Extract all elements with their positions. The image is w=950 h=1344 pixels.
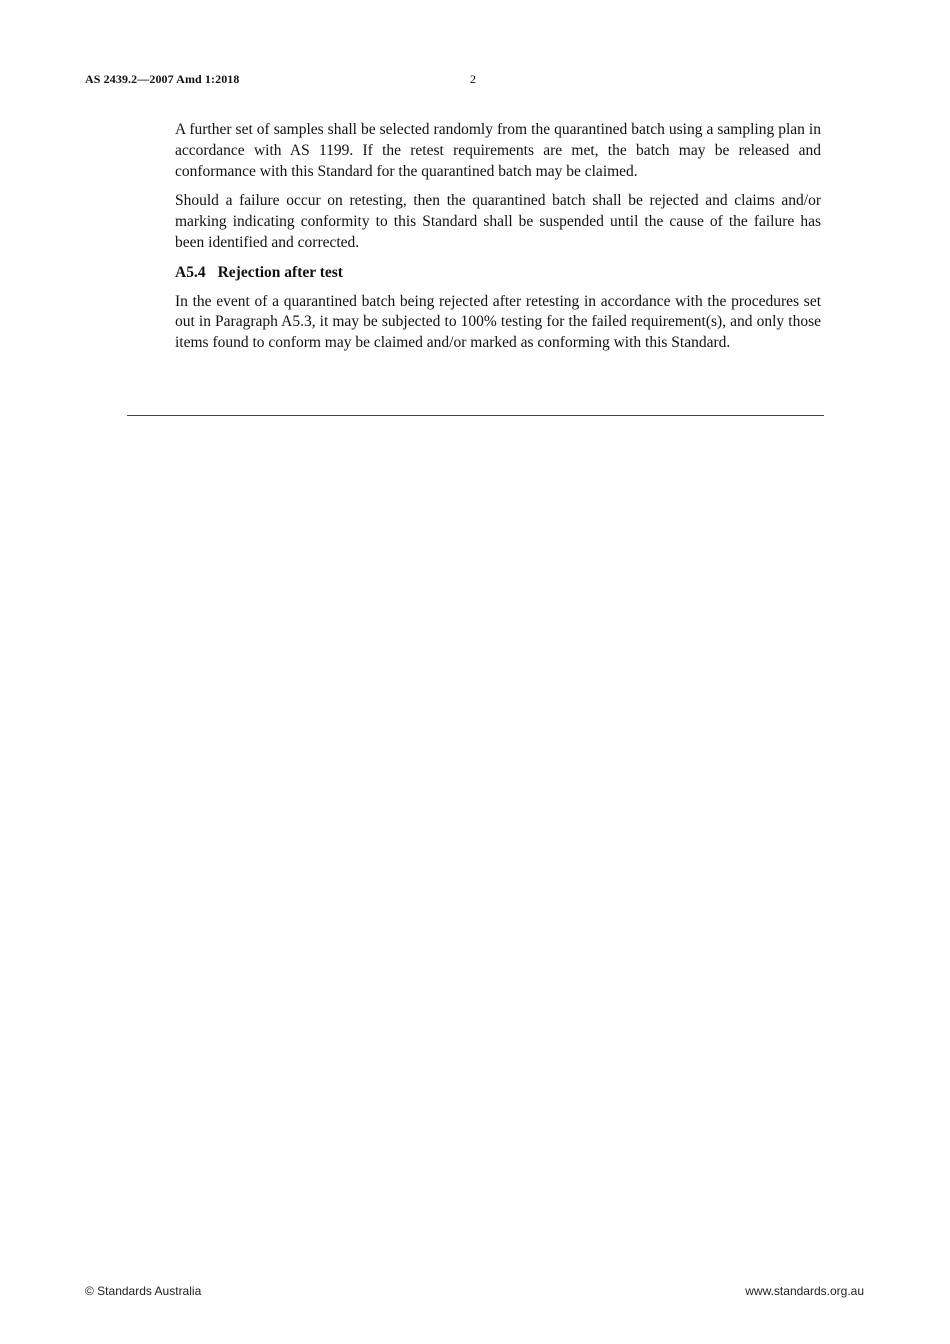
section-title: Rejection after test	[217, 263, 343, 281]
section-heading	[175, 263, 821, 284]
section-number: A5.4	[175, 263, 206, 281]
paragraph-failure-on-retest: Should a failure occur on retesting, then the quarantined batch shall be rejected and claims and/or marking indicating conformity to this Standard shall be suspended until the cause of the failure has been identified and corrected.	[175, 192, 821, 251]
footer-copyright: © Standards Australia	[85, 1284, 202, 1298]
page-number: 2	[470, 72, 476, 86]
footer-website-link[interactable]: www.standards.org.au	[745, 1284, 864, 1298]
paragraph-rejection-after-test: In the event of a quarantined batch being rejected after retesting in accordance with the procedures set out in Paragraph A5.3, it may be subjected to 100% testing for the failed requirement(s), and only those items found to conform may be claimed and/or marked as conforming with this Standard.	[175, 292, 821, 352]
standard-reference: AS 2439.2—2007 Amd 1:2018	[85, 72, 240, 86]
paragraph-further-samples: A further set of samples shall be selected randomly from the quarantined batch using a sampling plan in accordance with AS 1199. If the retest requirements are met, the batch may be released and conformance with this Standard for the quarantined batch may be claimed.	[175, 121, 821, 180]
document-body	[175, 120, 821, 363]
section-end-rule	[127, 415, 824, 416]
